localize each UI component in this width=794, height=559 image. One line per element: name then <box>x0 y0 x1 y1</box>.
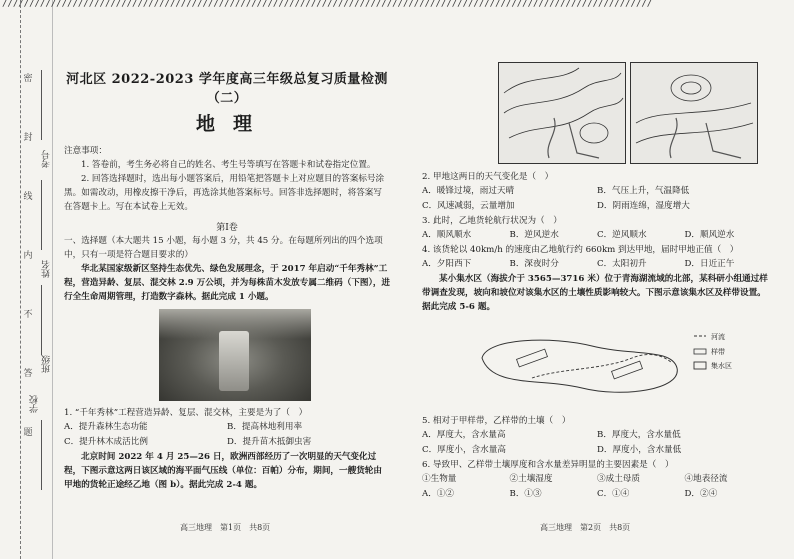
passage-1: 华北某国家级新区坚持生态优先、绿色发展理念，于 2017 年启动“千年秀林”工程，营造异龄、复层、混交林 2.9 万公顷，并为每株苗木发放专属二维码（下图），进行全生命周期管理，打造数字森林。据此完成 1 小题。 <box>64 264 391 302</box>
left-page <box>64 68 390 492</box>
question-6-stem: 6. 导致甲、乙样带土壤厚度和含水量差异明显的主要因素是（ ） <box>422 460 674 470</box>
isobar-map-a <box>499 63 625 163</box>
notice-2: 2. 回答选择题时，选出每小题答案后，用铅笔把答题卡上对应题目的答案标号涂黑。如需改动，用橡皮擦干净后，再选涂其他答案标号。回答非选择题时，将答案写在答题卡上。写在本试卷上无效。 <box>64 174 385 212</box>
section-intro: 一、选择题（本大题共 15 小题，每小题 3 分，共 45 分。在每题所列出的四个选项中，只有一项是符合题目要求的） <box>64 236 383 260</box>
forest-qr-photo <box>159 309 311 401</box>
legend-catchment: 集水区 <box>711 362 732 370</box>
notice-heading: 注意事项： <box>64 146 107 156</box>
isobar-map-b <box>631 63 757 163</box>
q4-option-a[interactable]: A．夕阳西下 <box>422 259 472 269</box>
question-5-options <box>422 428 772 458</box>
question-3-options <box>422 228 772 243</box>
q1-option-c[interactable]: C．提升林木成活比例 <box>64 437 148 447</box>
q1-option-d[interactable]: D．提升苗木抵御虫害 <box>227 437 312 447</box>
margin-slashes: //////////////////////////////////////////////////////////////////////////////////////////////////////////////////////// <box>2 0 653 9</box>
legend-catchment-swatch <box>694 362 706 369</box>
cut-line: 密封线内不答题 <box>20 0 33 559</box>
q6-option-b[interactable]: B．①③ <box>509 489 542 499</box>
page-1-footer: 高三地理 第1页 共8页 <box>180 523 271 532</box>
q2-option-b[interactable]: B．气压上升，气温降低 <box>597 186 690 196</box>
legend-transect: 样带 <box>711 348 725 356</box>
label-name: 姓名 <box>42 260 52 278</box>
label-school: 学校 <box>30 395 40 413</box>
page-2-footer: 高三地理 第2页 共8页 <box>540 523 631 532</box>
q6-factor-4: ④地表径流 <box>684 474 728 484</box>
question-4-stem: 4. 该货轮以 40km/h 的速度由乙地航行约 660km 到达甲地，届时甲地正值（ ） <box>422 245 739 255</box>
legend-transect-swatch <box>694 349 706 354</box>
q6-factor-3: ③成土母质 <box>597 474 640 484</box>
field-school[interactable] <box>41 420 42 490</box>
catchment-svg <box>462 318 752 410</box>
question-2-options <box>422 184 772 214</box>
exam-title: 河北区 2022-2023 学年度高三年级总复习质量检测（二） <box>66 72 388 106</box>
field-name[interactable] <box>41 180 42 250</box>
transect-a <box>517 349 548 367</box>
weather-map-b <box>630 62 758 164</box>
q6-factor-1: ①生物量 <box>422 474 457 484</box>
question-6-options <box>422 487 772 502</box>
label-exam-number: 考号 <box>42 150 52 168</box>
q2-option-d[interactable]: D．阴雨连绵，湿度增大 <box>597 201 690 211</box>
q2-option-a[interactable]: A．暖锋过境，雨过天晴 <box>422 186 515 196</box>
question-3-stem: 3. 此时，乙地货轮航行状况为（ ） <box>422 216 562 226</box>
q3-option-c[interactable]: C．逆风顺水 <box>597 230 647 240</box>
question-4-options <box>422 257 772 272</box>
question-5-stem: 5. 相对于甲样带，乙样带的土壤（ ） <box>422 416 571 426</box>
q4-option-d[interactable]: D．日近正午 <box>684 259 735 269</box>
q5-option-c[interactable]: C．厚度小，含水量高 <box>422 445 506 455</box>
q6-option-c[interactable]: C．①④ <box>597 489 630 499</box>
legend-river: 河流 <box>711 333 725 341</box>
q6-option-d[interactable]: D．②④ <box>684 489 718 499</box>
catchment-boundary <box>482 340 677 392</box>
passage-3: 某小集水区（海拔介于 3565—3716 米）位于青海湖流域的北部，某科研小组通过样带调查发现，坡向和坡位对该集水区的土壤性质影响较大。下图示意该集水区及样带设置。据此完成 5-6 题。 <box>422 274 768 312</box>
subject-title: 地理 <box>195 113 270 135</box>
q3-option-a[interactable]: A．顺风顺水 <box>422 230 472 240</box>
q1-option-b[interactable]: B．提高林地利用率 <box>227 422 303 432</box>
field-class[interactable] <box>41 285 42 355</box>
transect-b <box>612 361 643 379</box>
q5-option-d[interactable]: D．厚度小，含水量低 <box>597 445 682 455</box>
q1-option-a[interactable]: A．提升森林生态功能 <box>64 422 148 432</box>
field-exam-number[interactable] <box>41 70 42 140</box>
notice-1: 1. 答卷前，考生务必将自己的姓名、考生号等填写在答题卡和试卷指定位置。 <box>81 160 376 170</box>
q4-option-b[interactable]: B．深夜时分 <box>509 259 559 269</box>
passage-2: 北京时间 2022 年 4 月 25—26 日，欧洲西部经历了一次明显的天气变化过程，下图示意这两日该区域的海平面气压线（单位：百帕）分布，期间，一艘货轮由甲地的货轮正途经乙地（图 b）。据此完成 2-4 题。 <box>64 452 382 490</box>
q2-option-c[interactable]: C．风速减弱，云量增加 <box>422 201 515 211</box>
weather-maps <box>498 62 772 164</box>
q3-option-b[interactable]: B．逆风逆水 <box>509 230 559 240</box>
question-1-options <box>64 420 390 450</box>
weather-map-a <box>498 62 626 164</box>
q5-option-a[interactable]: A．厚度大，含水量高 <box>422 430 506 440</box>
question-6-factors <box>422 472 772 487</box>
right-page <box>422 62 772 502</box>
q6-option-a[interactable]: A．①② <box>422 489 454 499</box>
section-title: 第Ⅰ卷 <box>216 223 238 233</box>
river-line <box>532 355 672 378</box>
q4-option-c[interactable]: C．太阳初升 <box>597 259 647 269</box>
label-class: 班级 <box>42 355 52 373</box>
catchment-diagram <box>462 318 752 410</box>
q6-factor-2: ②土壤湿度 <box>509 474 553 484</box>
q3-option-d[interactable]: D．顺风逆水 <box>684 230 735 240</box>
question-1-stem: 1. “千年秀林”工程营造异龄、复层、混交林，主要是为了（ ） <box>64 408 308 418</box>
question-2-stem: 2. 甲地这两日的天气变化是（ ） <box>422 172 554 182</box>
q5-option-b[interactable]: B．厚度大，含水量低 <box>597 430 681 440</box>
